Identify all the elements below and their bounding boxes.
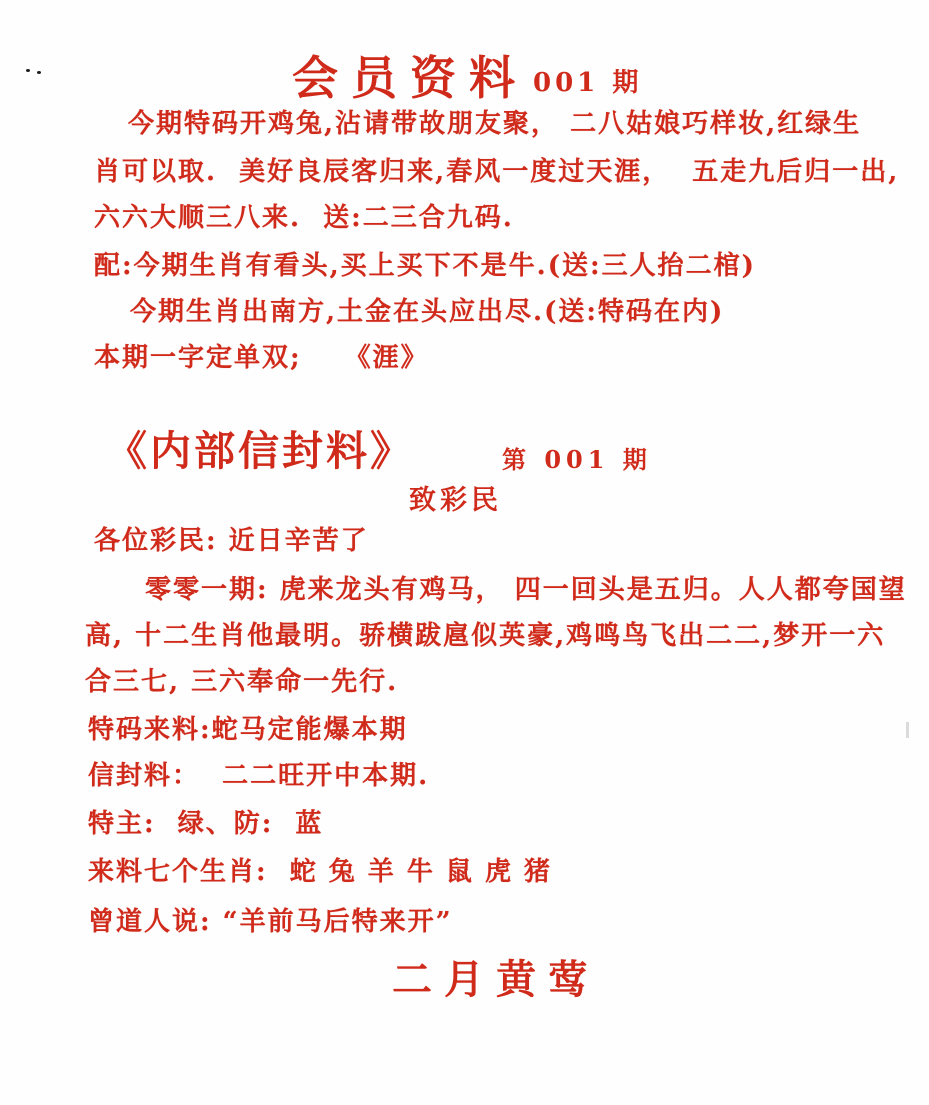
signature: 二月黄莺 <box>392 956 600 1003</box>
scan-smudge-artifact <box>906 722 909 738</box>
member-info-line: 今期生肖出南方,土金在头应出尽.(送:特码在内) <box>130 297 725 327</box>
envelope-section-title: 《内部信封料》 <box>106 427 414 475</box>
envelope-line: 来料七个生肖: 蛇 兔 羊 牛 鼠 虎 猪 <box>88 857 553 887</box>
envelope-line: 信封料： 二二旺开中本期. <box>88 761 430 791</box>
envelope-line: 特码来料:蛇马定能爆本期 <box>88 715 408 745</box>
envelope-issue-number: 第 001 期 <box>502 445 652 474</box>
envelope-salutation: 致彩民 <box>409 485 502 516</box>
envelope-line: 特主: 绿、防: 蓝 <box>88 809 324 839</box>
envelope-line: 合三七, 三六奉命一先行. <box>85 667 399 697</box>
envelope-line: 曾道人说: “羊前马后特来开” <box>88 907 453 937</box>
envelope-line: 零零一期: 虎来龙头有鸡马， 四一回头是五归。人人都夸国望 <box>145 575 907 605</box>
envelope-line: 高, 十二生肖他最明。骄横跋扈似英豪,鸡鸣鸟飞出二二,梦开一六 <box>85 621 886 651</box>
member-info-issue-number: 001 期 <box>533 68 643 98</box>
member-info-line: 配:今期生肖有看头,买上买下不是牛.(送:三人抬二棺) <box>94 251 756 281</box>
scan-dot-artifact <box>26 69 30 72</box>
member-info-line: 今期特码开鸡兔,沾请带故朋友聚， 二八姑娘巧样妆,红绿生 <box>128 109 862 139</box>
member-info-line: 本期一字定单双; 《涯》 <box>94 343 429 373</box>
member-info-line: 六六大顺三八来. 送:二三合九码. <box>94 203 514 233</box>
scan-dot-artifact <box>37 71 41 74</box>
member-info-line: 肖可以取. 美好良辰客归来,春风一度过天涯， 五走九后归一出, <box>94 157 900 187</box>
envelope-line: 各位彩民: 近日辛苦了 <box>94 526 369 556</box>
member-info-title: 会员资料 <box>292 51 528 105</box>
